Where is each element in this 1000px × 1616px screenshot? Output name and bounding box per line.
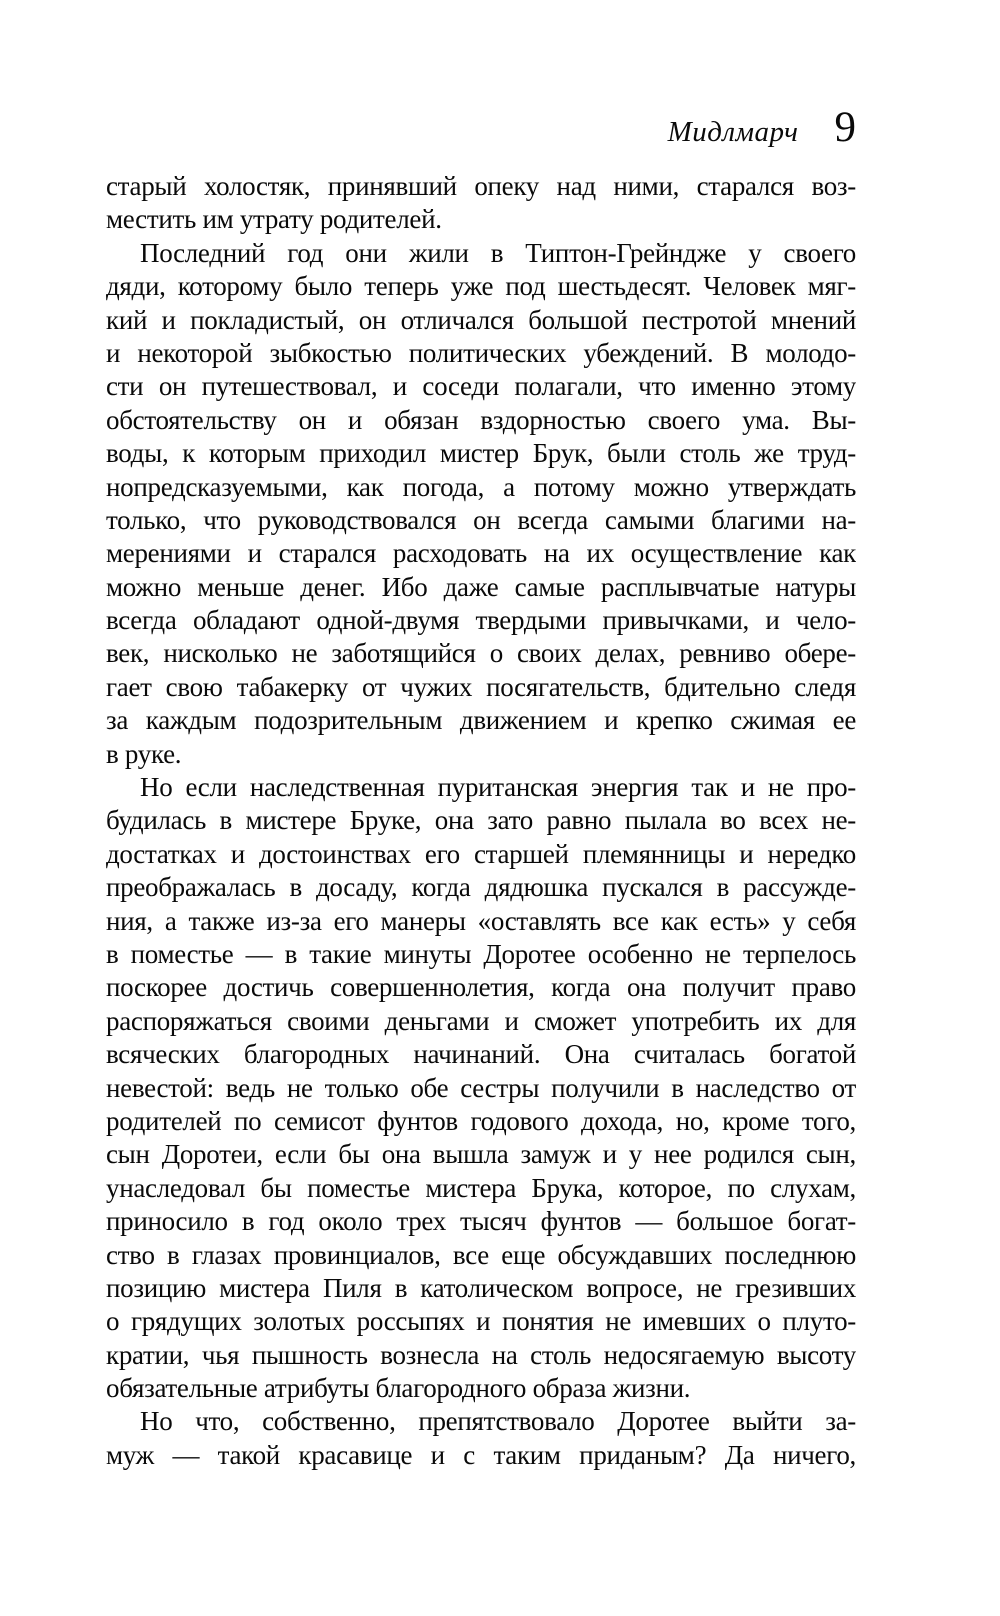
text-line: и некоторой зыбкостью политических убеждений. В молодо-	[106, 337, 856, 368]
page-number: 9	[834, 104, 856, 151]
text-line: ния, а также из-за его манеры «оставлять все как есть» у себя	[106, 905, 856, 936]
text-line: нопредсказуемыми, как погода, а потому можно утверждать	[106, 471, 856, 502]
text-line: за каждым подозрительным движением и крепко сжимая ее	[106, 705, 856, 736]
text-line: гает свою табакерку от чужих посягательств, бдительно следя	[106, 671, 856, 702]
text-line: будилась в мистере Бруке, она зато равно пылала во всех не-	[106, 805, 856, 836]
text-line: местить им утрату родителей.	[106, 204, 442, 235]
text-line: приносило в год около трех тысяч фунтов — большое богат-	[106, 1206, 856, 1237]
text-line: поскорее достичь совершеннолетия, когда она получит право	[106, 972, 856, 1003]
text-line: кий и покладистый, он отличался большой пестротой мнений	[106, 304, 856, 335]
text-line: о грядущих золотых россыпях и понятия не имевших о плуто-	[106, 1306, 856, 1337]
text-line: в руке.	[106, 738, 182, 769]
text-line: достатках и достоинствах его старшей племянницы и нередко	[106, 838, 856, 869]
text-line: Но если наследственная пуританская энергия так и не про-	[140, 772, 856, 803]
text-line: сын Доротеи, если бы она вышла замуж и у нее родился сын,	[106, 1139, 856, 1170]
text-line: Последний год они жили в Типтон-Грейндже у своего	[140, 237, 856, 268]
text-line: можно меньше денег. Ибо даже самые расплывчатые натуры	[106, 571, 856, 602]
text-line: родителей по семисот фунтов годового дохода, но, кроме того,	[106, 1105, 856, 1136]
text-line: в поместье — в такие минуты Доротее особенно не терпелось	[106, 938, 856, 969]
text-line: воды, к которым приходил мистер Брук, были столь же труд-	[106, 438, 856, 469]
text-line: сти он путешествовал, и соседи полагали, что именно этому	[106, 371, 856, 402]
text-line: дяди, которому было теперь уже под шестьдесят. Человек мяг-	[106, 271, 856, 302]
running-title: Мидлмарч	[667, 116, 799, 148]
text-line: всегда обладают одной-двумя твердыми привычками, и чело-	[106, 605, 856, 636]
text-block	[106, 170, 856, 1472]
text-line: преображалась в досаду, когда дядюшка пускался в рассужде-	[106, 872, 856, 903]
text-line: только, что руководствовался он всегда самыми благими на-	[106, 504, 856, 535]
text-line: распоряжаться своими деньгами и сможет употребить их для	[106, 1005, 856, 1036]
text-line: муж — такой красавице и с таким приданым? Да ничего,	[106, 1439, 856, 1470]
text-line: обстоятельству он и обязан вздорностью своего ума. Вы-	[106, 404, 856, 435]
text-line: унаследовал бы поместье мистера Брука, которое, по слухам,	[106, 1172, 856, 1203]
text-line: мерениями и старался расходовать на их осуществление как	[106, 538, 856, 569]
text-line: Но что, собственно, препятствовало Доротее выйти за-	[140, 1406, 856, 1437]
text-line: всяческих благородных начинаний. Она считалась богатой	[106, 1039, 856, 1070]
text-line: позицию мистера Пиля в католическом вопросе, не грезивших	[106, 1272, 856, 1303]
text-line: старый холостяк, принявший опеку над ними, старался воз-	[106, 171, 856, 201]
running-head	[668, 103, 856, 152]
text-line: обязательные атрибуты благородного образа жизни.	[106, 1373, 691, 1404]
text-line: век, нисколько не заботящийся о своих делах, ревниво обере-	[106, 638, 856, 669]
text-line: ство в глазах провинциалов, все еще обсуждавших последнюю	[106, 1239, 856, 1270]
text-line: кратии, чья пышность вознесла на столь недосягаемую высоту	[106, 1339, 856, 1370]
text-line: невестой: ведь не только обе сестры получили в наследство от	[106, 1072, 856, 1103]
